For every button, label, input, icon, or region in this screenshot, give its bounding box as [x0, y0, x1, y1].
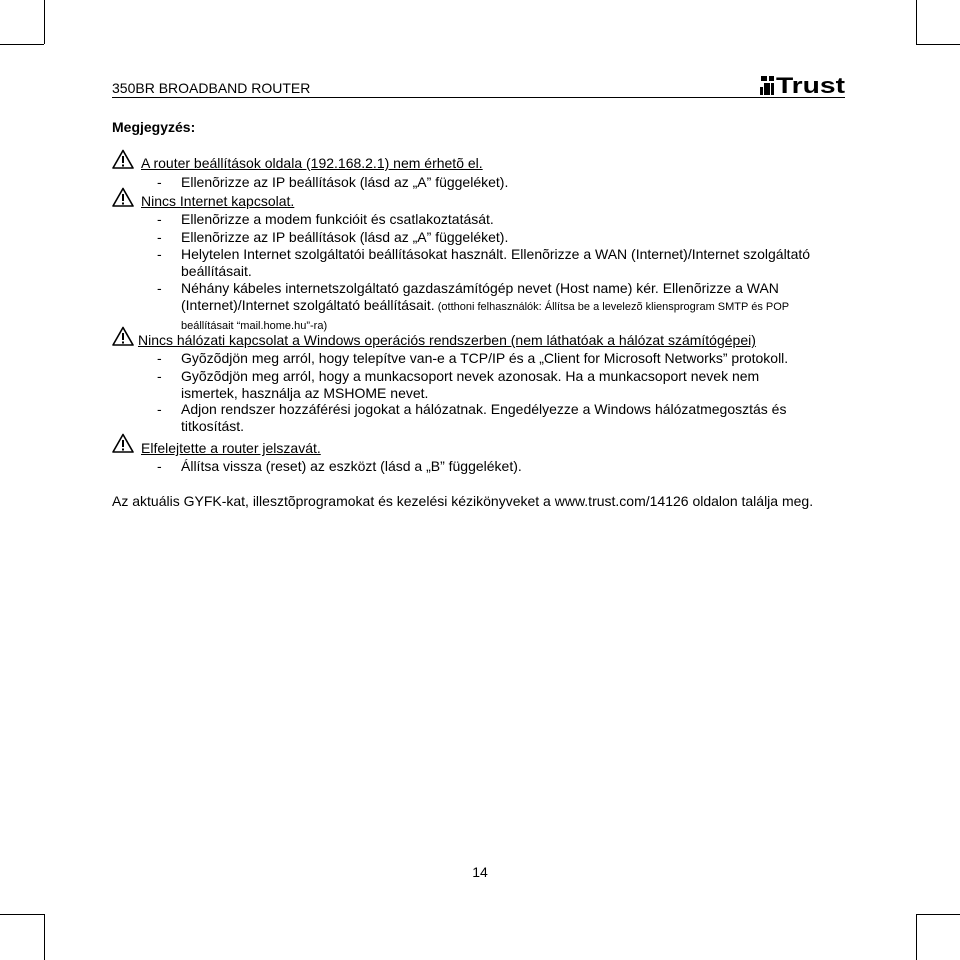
support-info-text: Az aktuális GYFK-kat, illesztõprogramokat és kezelési kézikönyveket a www.trust.com/14126 oldalon találja meg.: [112, 493, 814, 509]
solution-item: [181, 280, 821, 335]
problem-title: Elfelejtette a router jelszavát.: [141, 440, 321, 456]
trust-logo: [760, 74, 846, 96]
solution-item-text: Néhány kábeles internetszolgáltató gazdaszámítógép nevet (Host name) kér. Ellenõrizze a WAN (Internet)/Internet szolgáltató beállításait.: [181, 280, 779, 313]
bullet-dash: -: [157, 211, 162, 227]
bullet-dash: -: [157, 350, 162, 366]
warning-icon: [112, 326, 134, 346]
problem-title: Nincs hálózati kapcsolat a Windows operációs rendszerben (nem láthatóak a hálózat számítógépei): [138, 332, 756, 348]
crop-mark-bottom-right-h: [916, 914, 960, 915]
svg-text:Trust: Trust: [776, 74, 846, 96]
note-heading: Megjegyzés:: [112, 119, 196, 135]
crop-mark-bottom-right-v: [916, 914, 917, 960]
solution-item: Ellenõrizze a modem funkcióit és csatlakoztatását.: [181, 211, 494, 227]
crop-mark-top-left-v: [44, 0, 45, 44]
warning-icon: [112, 149, 134, 169]
crop-mark-top-right-h: [916, 44, 960, 45]
warning-icon: [112, 187, 134, 207]
problem-title: Nincs Internet kapcsolat.: [141, 193, 295, 209]
page-number: 14: [472, 864, 488, 880]
bullet-dash: -: [157, 280, 162, 296]
solution-item: Ellenõrizze az IP beállítások (lásd az „A” függeléket).: [181, 174, 509, 190]
document-header-title: 350BR BROADBAND ROUTER: [112, 80, 311, 96]
solution-item: Helytelen Internet szolgáltatói beállításokat használt. Ellenõrizze a WAN (Internet)/Internet szolgáltató beállításait.: [181, 246, 811, 279]
crop-mark-bottom-left-v: [44, 914, 45, 960]
bullet-dash: -: [157, 368, 162, 384]
crop-mark-bottom-left-h: [0, 914, 44, 915]
crop-mark-top-left-h: [0, 44, 44, 45]
bullet-dash: -: [157, 229, 162, 245]
solution-item: Állítsa vissza (reset) az eszközt (lásd a „B” függeléket).: [181, 458, 522, 474]
problem-title: A router beállítások oldala (192.168.2.1) nem érhetõ el.: [141, 155, 483, 171]
bullet-dash: -: [157, 401, 162, 417]
solution-item-note: (otthoni felhasználók: Állítsa be a levelezõ kliensprogram SMTP és POP beállításait “mail.home.hu”-ra): [181, 301, 789, 332]
crop-mark-top-right-v: [916, 0, 917, 44]
solution-item: Adjon rendszer hozzáférési jogokat a hálózatnak. Engedélyezze a Windows hálózatmegosztás és titkosítást.: [181, 401, 787, 434]
solution-item: Ellenõrizze az IP beállítások (lásd az „A” függeléket).: [181, 229, 509, 245]
solution-item: Gyõzõdjön meg arról, hogy telepítve van-e a TCP/IP és a „Client for Microsoft Networks” protokoll.: [181, 350, 789, 366]
bullet-dash: -: [157, 246, 162, 262]
header-rule: [112, 97, 845, 98]
bullet-dash: -: [157, 174, 162, 190]
solution-item: Gyõzõdjön meg arról, hogy a munkacsoport nevek azonosak. Ha a munkacsoport nevek nem ismertek, használja az MSHOME nevet.: [181, 368, 760, 401]
warning-icon: [112, 433, 134, 453]
bullet-dash: -: [157, 458, 162, 474]
